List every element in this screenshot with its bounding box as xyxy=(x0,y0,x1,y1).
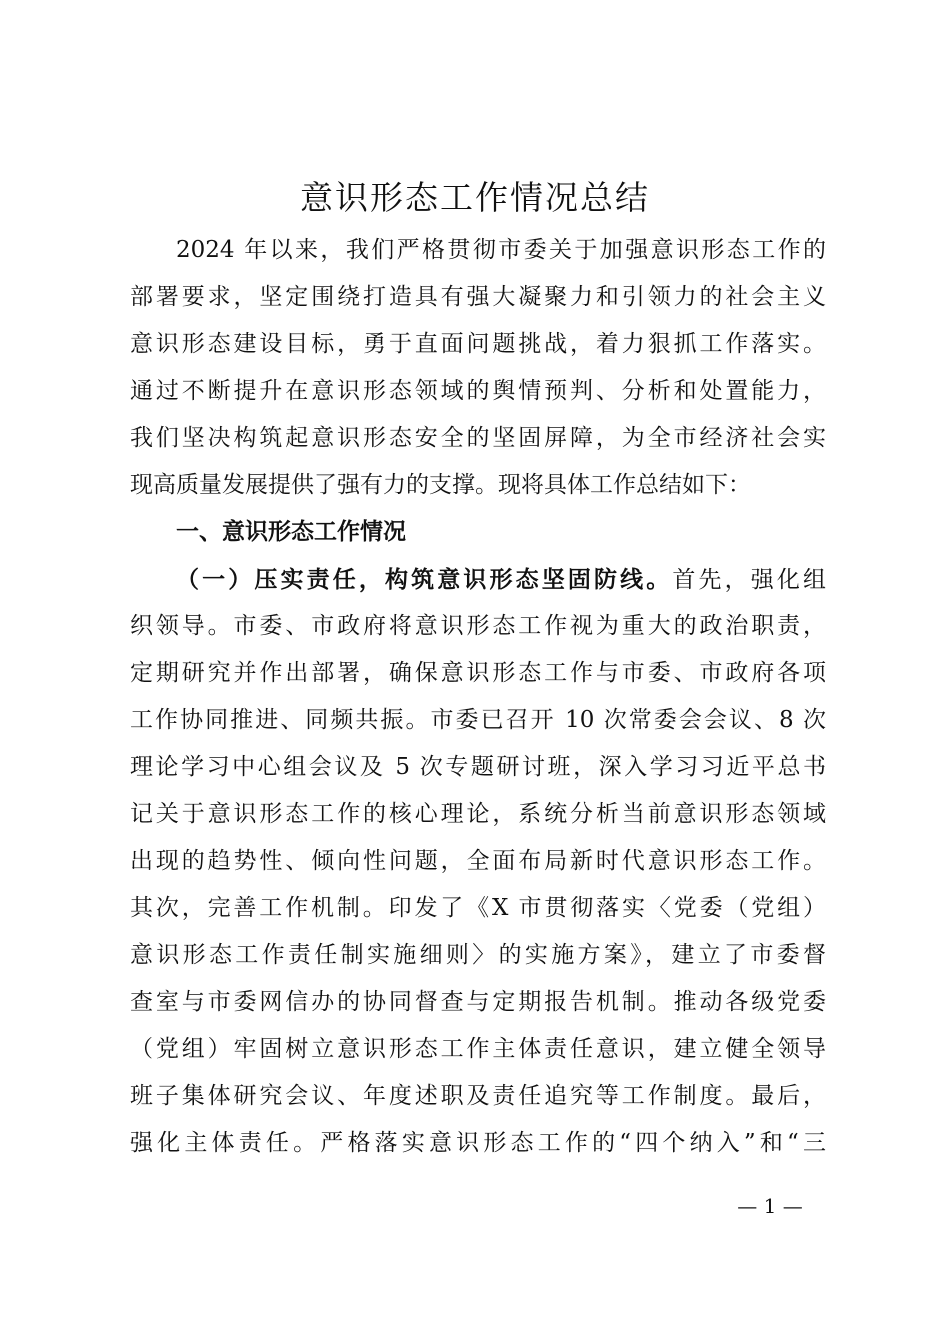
document-body xyxy=(130,227,826,1167)
section-heading: 一、意识形态工作情况 xyxy=(176,519,406,545)
body-line: 工作协同推进、同频共振。市委已召开 10 次常委会会议、8 次 xyxy=(130,707,826,733)
body-line: 班子集体研究会议、年度述职及责任追究等工作制度。最后， xyxy=(130,1083,826,1109)
intro-line: 现高质量发展提供了强有力的支撑。现将具体工作总结如下： xyxy=(130,472,751,498)
subsection-first-line xyxy=(130,556,826,603)
body-line: 意识形态工作责任制实施细则〉的实施方案》，建立了市委督 xyxy=(130,942,826,968)
body-line: 织领导。市委、市政府将意识形态工作视为重大的政治职责， xyxy=(130,613,826,639)
body-line: 理论学习中心组会议及 5 次专题研讨班，深入学习习近平总书 xyxy=(130,754,826,780)
body-line: （党组）牢固树立意识形态工作主体责任意识，建立健全领导 xyxy=(130,1036,826,1062)
body-line: 出现的趋势性、倾向性问题，全面布局新时代意识形态工作。 xyxy=(130,848,826,874)
body-line: 强化主体责任。严格落实意识形态工作的“四个纳入”和“三 xyxy=(130,1130,826,1156)
page-number: — 1 — xyxy=(737,1194,803,1218)
subsection-heading: （一）压实责任，构筑意识形态坚固防线。 xyxy=(176,566,673,593)
body-line: 其次，完善工作机制。印发了《X 市贯彻落实〈党委（党组） xyxy=(130,895,826,921)
document-title: 意识形态工作情况总结 xyxy=(300,178,650,217)
intro-line: 我们坚决构筑起意识形态安全的坚固屏障，为全市经济社会实 xyxy=(130,425,826,451)
intro-line: 部署要求，坚定围绕打造具有强大凝聚力和引领力的社会主义 xyxy=(130,284,826,310)
intro-line: 通过不断提升在意识形态领域的舆情预判、分析和处置能力， xyxy=(130,378,826,404)
intro-line: 意识形态建设目标，勇于直面问题挑战，着力狠抓工作落实。 xyxy=(130,331,826,357)
body-line: 查室与市委网信办的协同督查与定期报告机制。推动各级党委 xyxy=(130,989,826,1015)
body-line: 定期研究并作出部署，确保意识形态工作与市委、市政府各项 xyxy=(130,660,826,686)
intro-line: 2024 年以来，我们严格贯彻市委关于加强意识形态工作的 xyxy=(176,237,826,263)
subsection-first-line-rest: 首先，强化组 xyxy=(672,567,826,593)
body-line: 记关于意识形态工作的核心理论，系统分析当前意识形态领域 xyxy=(130,801,826,827)
